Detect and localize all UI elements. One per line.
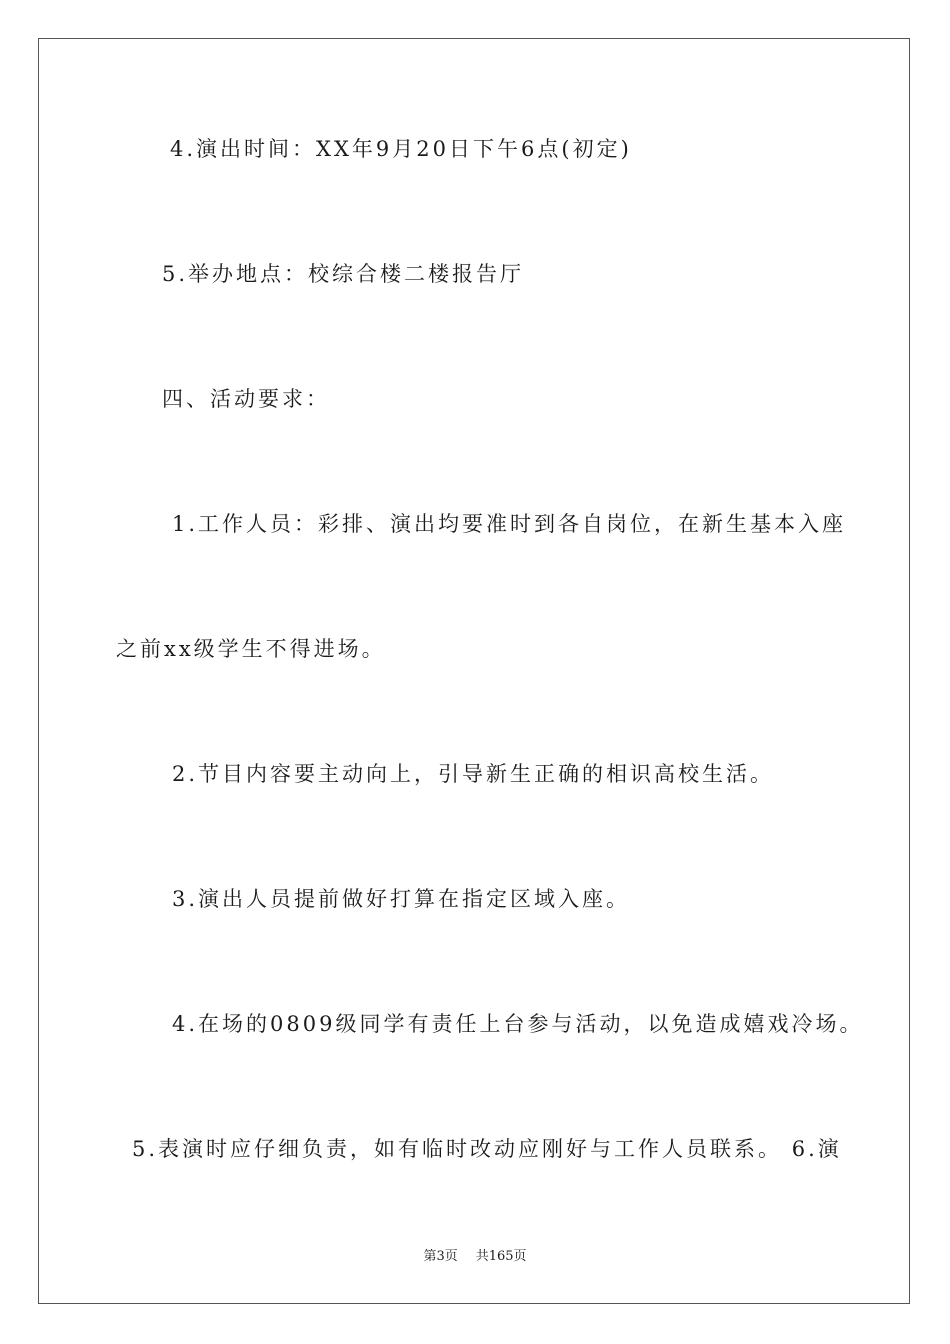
line-performance-time: 4.演出时间：XX年9月20日下午6点(初定) bbox=[170, 137, 632, 161]
line-requirement-5: 5.表演时应仔细负责，如有临时改动应刚好与工作人员联系。 6.演 bbox=[132, 1137, 842, 1161]
section-heading-requirements: 四、活动要求： bbox=[162, 387, 330, 411]
page-footer bbox=[0, 1248, 950, 1266]
line-requirement-3: 3.演出人员提前做好打算在指定区域入座。 bbox=[172, 887, 631, 911]
line-venue: 5.举办地点：校综合楼二楼报告厅 bbox=[162, 262, 525, 286]
line-requirement-1: 1.工作人员：彩排、演出均要准时到各自岗位，在新生基本入座 bbox=[172, 512, 847, 536]
line-requirement-2: 2.节目内容要主动向上，引导新生正确的相识高校生活。 bbox=[172, 762, 775, 786]
page-border bbox=[38, 38, 910, 1304]
line-requirement-4: 4.在场的0809级同学有责任上台参与活动，以免造成嬉戏冷场。 bbox=[172, 1012, 864, 1036]
total-pages: 共165页 bbox=[475, 1249, 527, 1264]
page-number: 第3页 bbox=[423, 1249, 458, 1264]
line-requirement-1-cont: 之前xx级学生不得进场。 bbox=[116, 637, 386, 661]
